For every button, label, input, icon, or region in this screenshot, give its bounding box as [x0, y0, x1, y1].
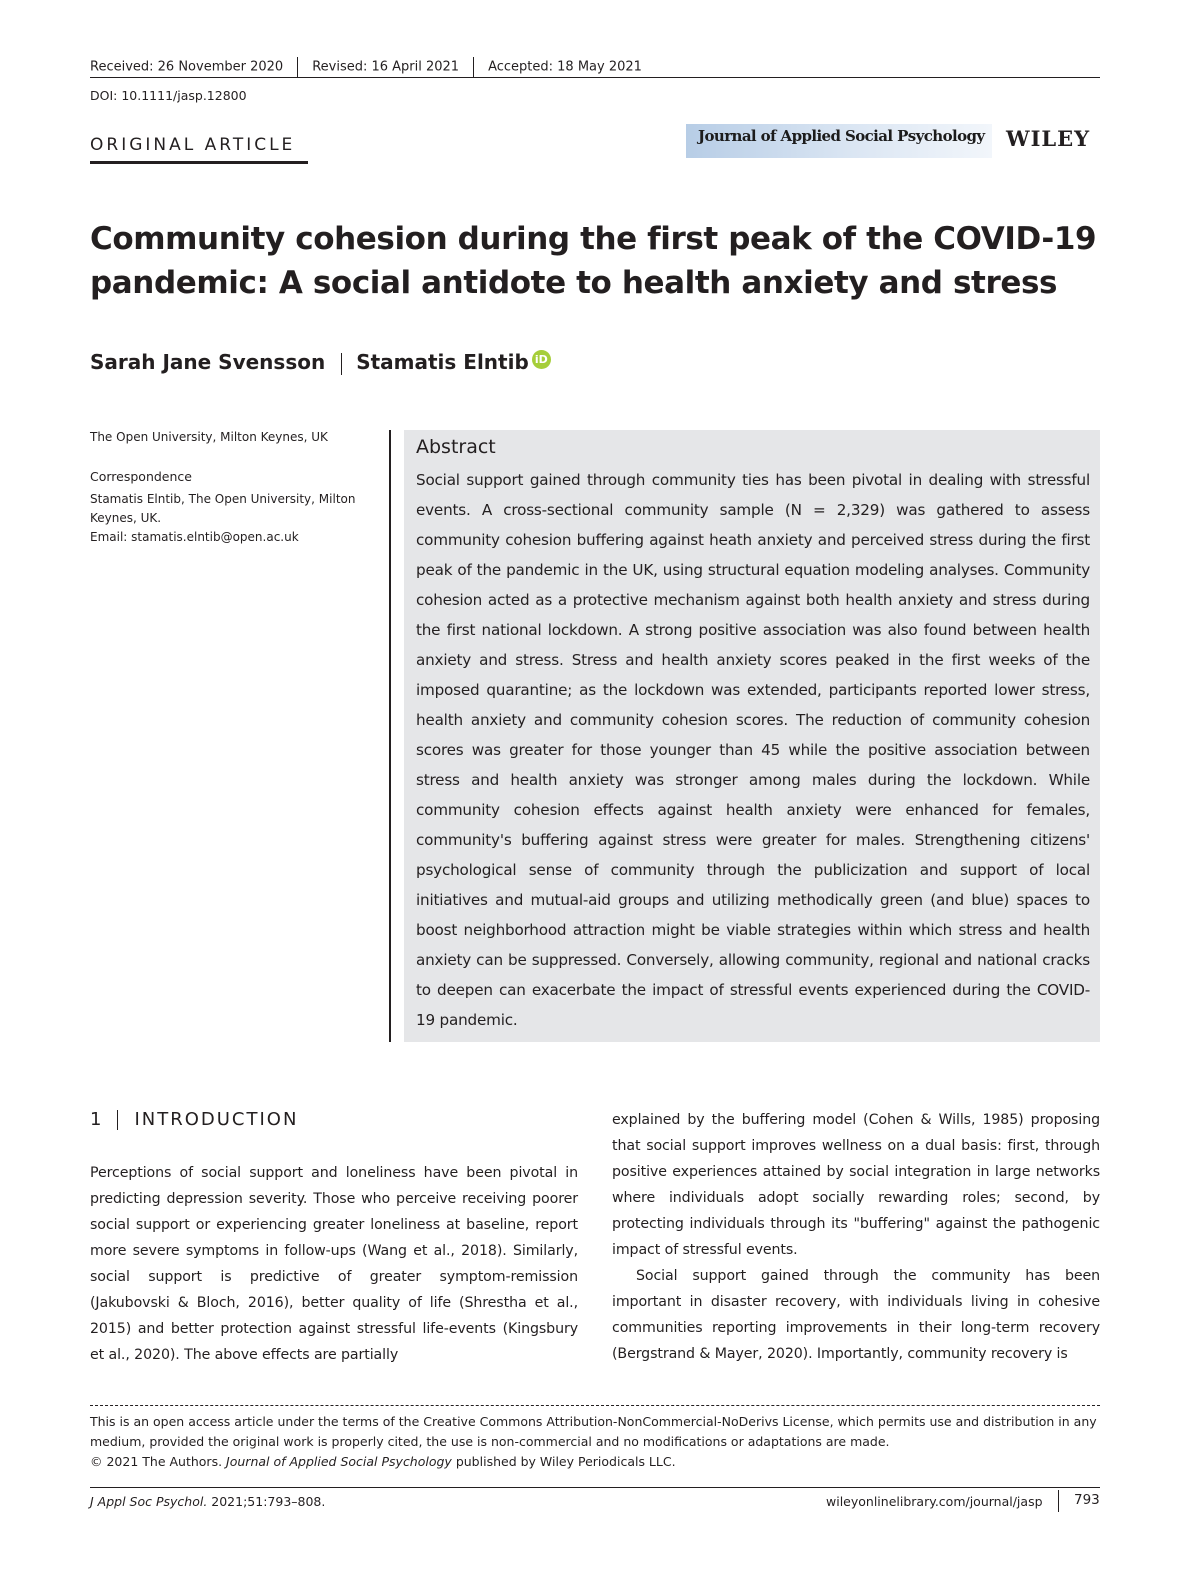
- header-rule: [90, 77, 1100, 78]
- article-title: Community cohesion during the first peak of the COVID-19 pandemic: A social antidote to health anxiety and stress: [90, 221, 1097, 301]
- sidebar-divider: [389, 430, 391, 1042]
- article-type: ORIGINAL ARTICLE: [90, 135, 296, 155]
- section-heading: [90, 1109, 298, 1130]
- page-number: 793: [1074, 1492, 1100, 1508]
- accepted-date: Accepted: 18 May 2021: [488, 59, 642, 75]
- copyright-journal: Journal of Applied Social Psychology: [226, 1454, 452, 1469]
- doi[interactable]: DOI: 10.1111/jasp.12800: [90, 88, 247, 103]
- divider: [117, 1110, 118, 1130]
- author-list: [90, 350, 551, 375]
- paragraph: Perceptions of social support and loneliness have been pivotal in predicting depression severity. Those who perceive receiving poorer social support or experiencing greater loneliness at baseline, report more severe symptoms in follow-ups (Wang et al., 2018). Similarly, social support is predictive of greater symptom-remission (Jakubovski & Bloch, 2016), better quality of life (Shrestha et al., 2015) and better protection against stressful life-events (Kingsbury et al., 2020). The above effects are partially: [90, 1165, 578, 1363]
- copyright-line: [90, 1452, 1100, 1472]
- paragraph: Social support gained through the community has been important in disaster recovery, with individuals living in cohesive communities reporting improvements in their long-term recovery (Bergstrand & Mayer, 2020). Importantly, community recovery is: [612, 1268, 1100, 1362]
- affiliation: The Open University, Milton Keynes, UK: [90, 430, 328, 444]
- citation-journal: J Appl Soc Psychol.: [90, 1494, 208, 1509]
- divider: [1058, 1490, 1059, 1512]
- copyright-suffix: published by Wiley Periodicals LLC.: [455, 1454, 676, 1469]
- divider: [341, 353, 342, 375]
- correspondence-heading: Correspondence: [90, 469, 192, 484]
- correspondence-name: Stamatis Elntib, The Open University, Milton Keynes, UK.: [90, 492, 356, 525]
- author-1[interactable]: Sarah Jane Svensson: [90, 350, 326, 374]
- abstract-heading: Abstract: [416, 436, 496, 458]
- article-type-underline: [90, 161, 308, 164]
- section-number: 1: [90, 1109, 102, 1130]
- citation-details: 2021;51:793–808.: [211, 1494, 326, 1509]
- correspondence-email[interactable]: Email: stamatis.elntib@open.ac.uk: [90, 530, 299, 544]
- publisher-logo: WILEY: [1006, 126, 1091, 151]
- footer-rule: [90, 1487, 1100, 1488]
- manuscript-dates: [90, 57, 642, 77]
- received-date: Received: 26 November 2020: [90, 59, 284, 75]
- footnote-rule: [90, 1405, 1100, 1406]
- citation: [90, 1494, 325, 1509]
- body-column-left: [90, 1160, 578, 1368]
- revised-date: Revised: 16 April 2021: [312, 59, 460, 75]
- correspondence-block: [90, 490, 380, 547]
- license-text: This is an open access article under the terms of the Creative Commons Attribution-NonCommercial-NoDerivs License, which permits use and distribution in any medium, provided the original work is properly cited, the use is non-commercial and no modifications or adaptations are made.: [90, 1414, 1097, 1449]
- journal-name: Journal of Applied Social Psychology: [698, 127, 985, 145]
- license-notice: [90, 1412, 1100, 1472]
- divider: [297, 57, 298, 77]
- journal-url[interactable]: wileyonlinelibrary.com/journal/jasp: [826, 1494, 1043, 1509]
- abstract-text: Social support gained through community ties has been pivotal in dealing with stressful events. A cross-sectional community sample (N = 2,329) was gathered to assess community cohesion buffering against heath anxiety and perceived stress during the first peak of the pandemic in the UK, using structural equation modeling analyses. Community cohesion acted as a protective mechanism against both health anxiety and stress during the first national lockdown. A strong positive association was also found between health anxiety and stress. Stress and health anxiety scores peaked in the first weeks of the imposed quarantine; as the lockdown was extended, participants reported lower stress, health anxiety and community cohesion scores. The reduction of community cohesion scores was greater for those younger than 45 while the positive association between stress and health anxiety was stronger among males during the lockdown. While community cohesion effects against health anxiety were enhanced for females, community's buffering against stress were greater for males. Strengthening citizens' psychological sense of community through the publicization and support of local initiatives and mutual-aid groups and utilizing methodically green (and blue) spaces to boost neighborhood attraction might be viable strategies within which stress and health anxiety can be suppressed. Conversely, allowing community, regional and national cracks to deepen can exacerbate the impact of stressful events experienced during the COVID-19 pandemic.: [416, 471, 1090, 1029]
- orcid-icon[interactable]: iD: [532, 350, 551, 369]
- paragraph: explained by the buffering model (Cohen & Wills, 1985) proposing that social support improves wellness on a dual basis: first, through positive experiences attained by social integration in large networks where individuals adopt socially rewarding roles; second, by protecting individuals through its "buffering" against the pathogenic impact of stressful events.: [612, 1112, 1100, 1258]
- copyright-prefix: © 2021 The Authors.: [90, 1454, 223, 1469]
- body-column-right: [612, 1107, 1100, 1367]
- divider: [473, 57, 474, 77]
- section-title: INTRODUCTION: [134, 1109, 299, 1130]
- author-2[interactable]: Stamatis Elntib: [356, 350, 529, 374]
